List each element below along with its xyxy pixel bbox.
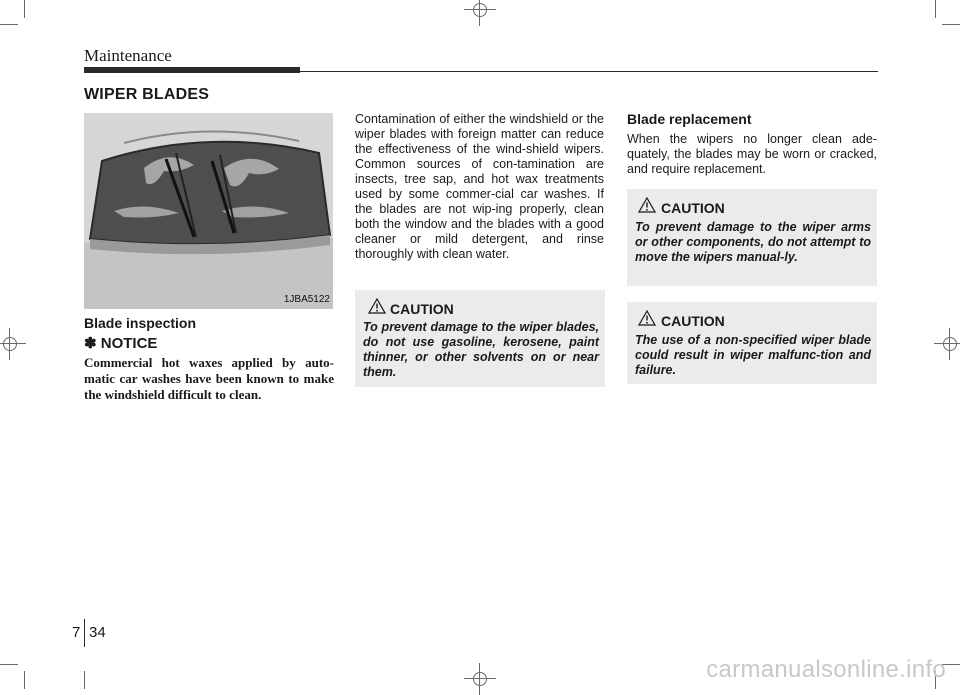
- watermark: carmanualsonline.info: [706, 656, 946, 683]
- caution-title: CAUTION: [661, 313, 725, 329]
- figure-label: 1JBA5122: [283, 294, 330, 305]
- caution-title: CAUTION: [661, 200, 725, 216]
- windshield-illustration: [84, 113, 333, 309]
- blade-inspection-heading: Blade inspection: [84, 315, 197, 331]
- crop-mark: [942, 24, 960, 25]
- page-number-separator: [84, 619, 85, 647]
- header-bar: [84, 67, 300, 73]
- registration-mark: [470, 669, 490, 689]
- warning-triangle-icon: [368, 298, 386, 314]
- header-title: Maintenance: [84, 46, 172, 65]
- crop-mark: [24, 0, 25, 18]
- warning-triangle-icon: [638, 197, 656, 213]
- crop-mark: [0, 664, 18, 665]
- crop-mark: [935, 0, 936, 18]
- caution-text: To prevent damage to the wiper blades, do not use gasoline, kerosene, paint thinner, or other solvents on or near them.: [363, 320, 599, 379]
- caution-text: To prevent damage to the wiper arms or other components, do not attempt to move the wipers manual-ly.: [635, 220, 871, 264]
- blade-replacement-heading: Blade replacement: [627, 111, 752, 127]
- header-rule: [300, 71, 878, 72]
- notice-text: Commercial hot waxes applied by auto-matic car washes have been known to make the windshield difficult to clean.: [84, 355, 334, 402]
- contamination-text: Contamination of either the windshield or the wiper blades with foreign matter can reduce the effectiveness of the wind-shield wipers. Common sources of con-tamination are insects, tree sap, and hot wax treatments used by some commer-cial car washes. If the blades are not wip-ing properly, clean both the window and the blades with a good cleaner or mild detergent, and rinse thoroughly with clean water.: [355, 112, 604, 261]
- caution-box-non-specified: [627, 302, 877, 384]
- crop-mark: [84, 671, 85, 689]
- chapter-number: 7: [72, 624, 81, 641]
- section-title: WIPER BLADES: [84, 86, 210, 103]
- notice-title: ✽ NOTICE: [84, 335, 158, 352]
- registration-mark: [470, 0, 490, 20]
- crop-mark: [24, 671, 25, 689]
- page-number: 34: [89, 624, 106, 641]
- warning-triangle-icon: [638, 310, 656, 326]
- registration-mark: [940, 334, 960, 354]
- crop-mark: [0, 24, 18, 25]
- replacement-text: When the wipers no longer clean ade-quately, the blades may be worn or cracked, and require replacement.: [627, 132, 877, 176]
- registration-mark: [0, 334, 20, 354]
- caution-box-solvents: [355, 290, 605, 387]
- caution-box-manual-move: [627, 189, 877, 286]
- caution-text: The use of a non-specified wiper blade could result in wiper malfunc-tion and failure.: [635, 333, 871, 377]
- caution-title: CAUTION: [390, 301, 454, 317]
